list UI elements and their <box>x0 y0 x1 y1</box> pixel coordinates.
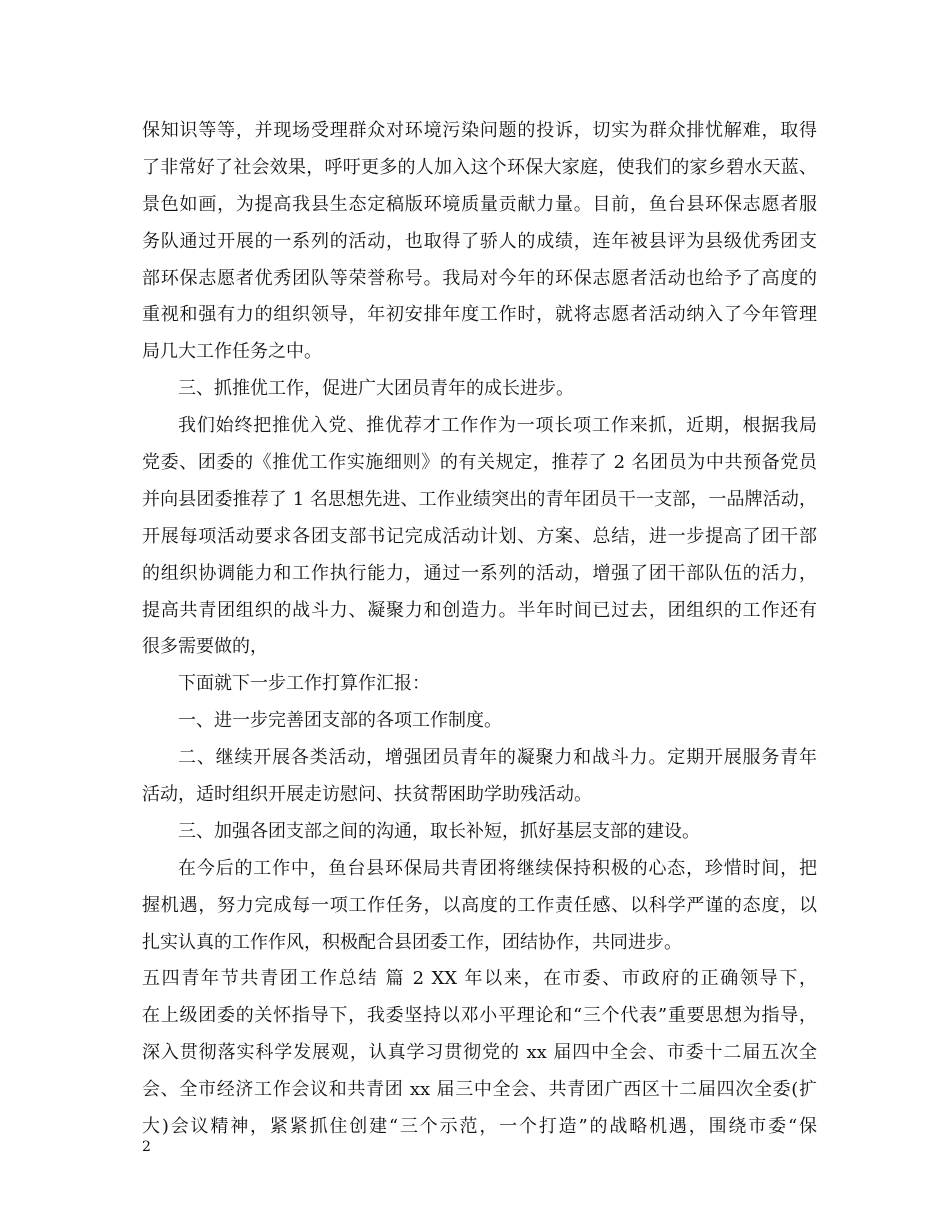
text-line: 重视和强有力的组织领导，年初安排年度工作时，就将志愿者活动纳入了今年管理 <box>142 304 817 326</box>
text-line: 局几大工作任务之中。 <box>142 341 322 363</box>
list-item: 二、继续开展各类活动，增强团员青年的凝聚力和战斗力。定期开展服务青年 <box>178 747 817 769</box>
text-line: 并向县团委推荐了 1 名思想先进、工作业绩突出的青年团员干一支部，一品牌活动， <box>142 488 817 510</box>
page-number: 2 <box>142 1139 151 1155</box>
text-line: 活动，适时组织开展走访慰问、扶贫帮困助学助残活动。 <box>142 784 592 806</box>
text-line: 保知识等等，并现场受理群众对环境污染问题的投诉，切实为群众排忧解难，取得 <box>142 120 817 141</box>
text-line: 我们始终把推优入党、推优荐才工作作为一项长项工作来抓，近期，根据我局 <box>178 415 817 437</box>
text-line: 的组织协调能力和工作执行能力，通过一系列的活动，增强了团干部队伍的活力， <box>142 562 817 584</box>
text-line: 开展每项活动要求各团支部书记完成活动计划、方案、总结，进一步提高了团干部 <box>142 525 817 547</box>
text-line: 握机遇，努力完成每一项工作任务，以高度的工作责任感、以科学严谨的态度，以 <box>142 894 817 916</box>
section-title-line: 五四青年节共青团工作总结 篇 2 XX 年以来，在市委、市政府的正确领导下， <box>142 968 817 990</box>
text-line: 会、全市经济工作会议和共青团 xx 届三中全会、共青团广西区十二届四次全委(扩 <box>142 1079 817 1101</box>
text-line: 在今后的工作中，鱼台县环保局共青团将继续保持积极的心态，珍惜时间，把 <box>178 857 817 879</box>
text-line: 务队通过开展的一系列的活动，也取得了骄人的成绩，连年被县评为县级优秀团支 <box>142 230 817 252</box>
list-item: 一、进一步完善团支部的各项工作制度。 <box>178 710 502 732</box>
text-line: 景色如画，为提高我县生态定稿版环境质量贡献力量。目前，鱼台县环保志愿者服 <box>142 193 817 215</box>
list-item: 三、加强各团支部之间的沟通，取长补短，抓好基层支部的建设。 <box>178 820 700 842</box>
text-line: 大)会议精神，紧紧抓住创建“三个示范，一个打造”的战略机遇，围绕市委“保 <box>142 1116 817 1138</box>
text-line: 党委、团委的《推优工作实施细则》的有关规定，推荐了 2 名团员为中共预备党员 <box>142 452 817 474</box>
text-line: 了非常好了社会效果，呼吁更多的人加入这个环保大家庭，使我们的家乡碧水天蓝、 <box>142 156 817 178</box>
text-line: 很多需要做的， <box>142 636 268 658</box>
text-line: 深入贯彻落实科学发展观，认真学习贯彻党的 xx 届四中全会、市委十二届五次全 <box>142 1042 817 1064</box>
text-line: 下面就下一步工作打算作汇报： <box>178 673 430 695</box>
section-heading: 三、抓推优工作，促进广大团员青年的成长进步。 <box>178 378 574 400</box>
document-body <box>142 113 817 1146</box>
text-line: 提高共青团组织的战斗力、凝聚力和创造力。半年时间已过去，团组织的工作还有 <box>142 599 817 621</box>
text-line: 在上级团委的关怀指导下，我委坚持以邓小平理论和“三个代表”重要思想为指导， <box>142 1005 817 1027</box>
text-line: 部环保志愿者优秀团队等荣誉称号。我局对今年的环保志愿者活动也给予了高度的 <box>142 267 817 289</box>
text-line: 扎实认真的工作作风，积极配合县团委工作，团结协作，共同进步。 <box>142 931 682 953</box>
